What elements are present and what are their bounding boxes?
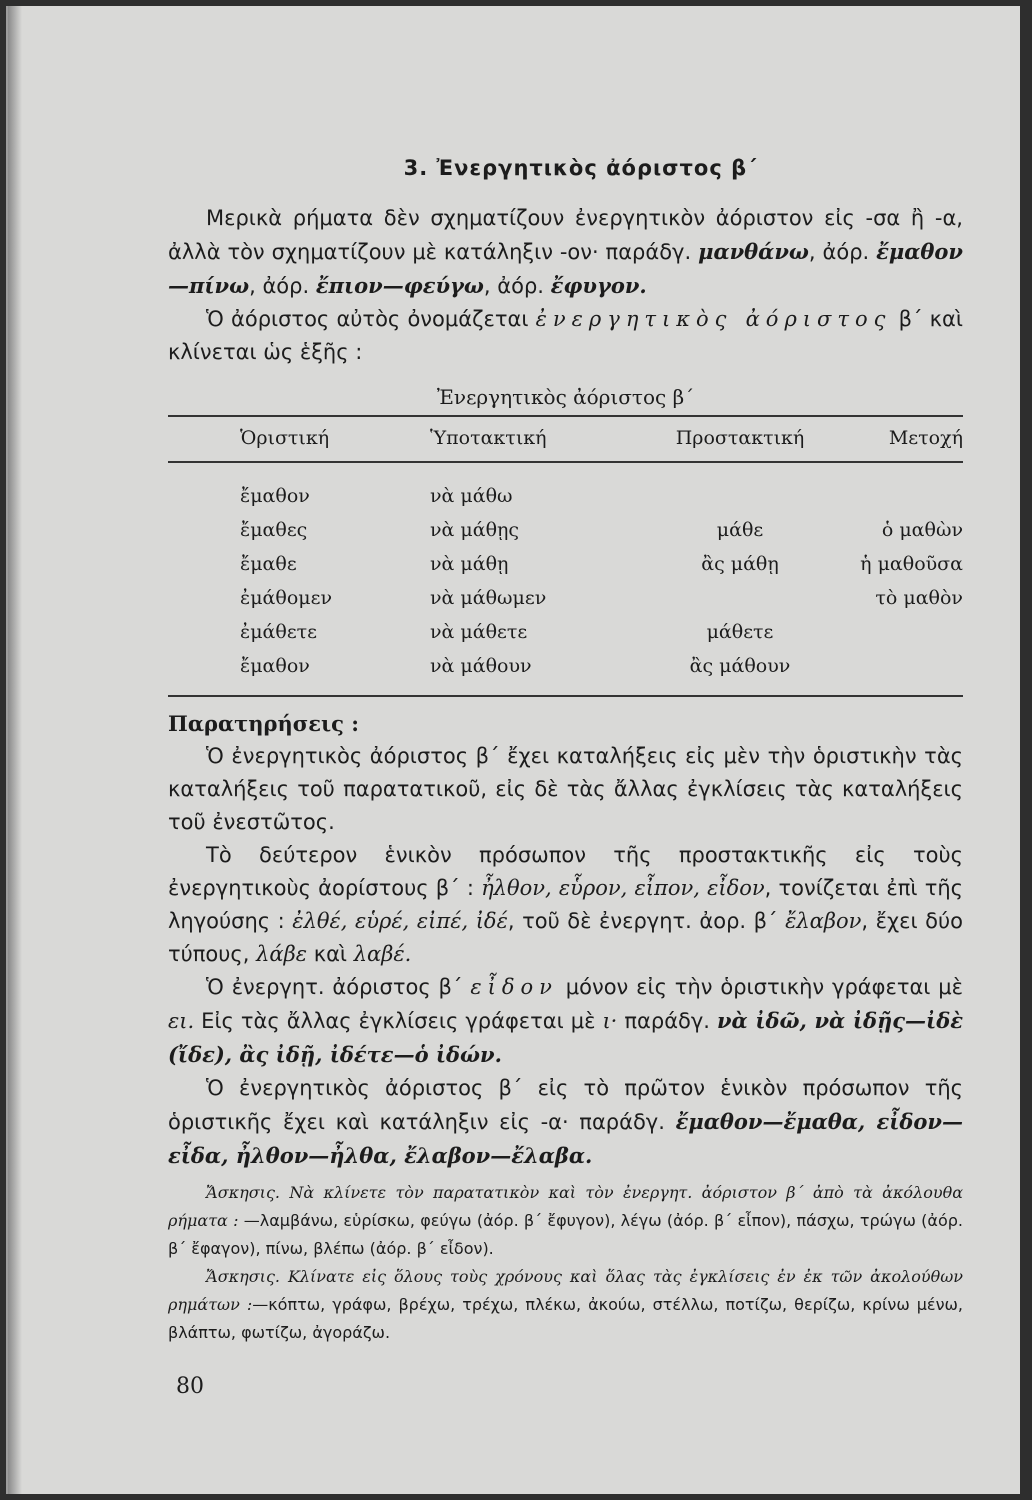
note2-text: Τὸ δεύτερον ἑνικὸν πρόσωπον τῆς προστακτικῆς εἰς τοὺς ἐνεργητικοὺς ἀορίστους β΄ : bbox=[168, 843, 963, 900]
section-title: 3. Ἐνεργητικὸς ἀόριστος β΄ bbox=[403, 156, 758, 180]
note3-example: ι· bbox=[602, 1009, 618, 1033]
cell: ἡ μαθοῦσα bbox=[860, 553, 963, 575]
note3-text: Ὁ ἐνεργητ. ἀόριστος β΄ bbox=[206, 975, 471, 999]
cell: ἂς μάθουν bbox=[689, 655, 791, 677]
intro-text-3: , ἀόρ. bbox=[249, 274, 316, 298]
exercise-2-instruction: Ἄσκησις. Κλίνατε εἰς ὅλους τοὺς χρόνους καὶ ὅλας τὰς ἐγκλίσεις ἐν ἐκ τῶν ἀκολούθων ρημάτων : bbox=[168, 1267, 963, 1314]
page-content bbox=[168, 156, 963, 1347]
exercise-1 bbox=[168, 1179, 963, 1263]
note4-text: Ὁ ἐνεργητικὸς ἀόριστος β΄ εἰς τὸ πρῶτον ἑνικὸν πρόσωπον τῆς ὁριστικῆς ἔχει καὶ κατάληξιν εἰς -α· παράδγ. bbox=[168, 1076, 963, 1134]
intro-example-4: ἔφυγον. bbox=[550, 273, 647, 298]
cell: νὰ μάθετε bbox=[430, 621, 528, 643]
note-paragraph-3 bbox=[168, 971, 963, 1072]
notes-heading: Παρατηρήσεις : bbox=[168, 711, 360, 736]
note2-example: ἦλθον, εὗρον, εἶπον, εἶδον bbox=[481, 876, 765, 900]
note-paragraph-4 bbox=[168, 1072, 963, 1173]
note3-text: παράδγ. bbox=[617, 1009, 717, 1033]
intro-example-2: ἔμαθον—πίνω bbox=[168, 239, 963, 298]
note3-text: Εἰς τὰς ἄλλας ἐγκλίσεις γράφεται μὲ bbox=[194, 1009, 603, 1033]
cell: μάθετε bbox=[706, 621, 774, 643]
note2-example: λάβε bbox=[256, 942, 308, 966]
intro-text-5: Ὁ ἀόριστος αὐτὸς ὀνομάζεται bbox=[206, 307, 536, 331]
header-metochi: Μετοχή bbox=[888, 427, 963, 449]
cell: ἔμαθες bbox=[240, 519, 308, 541]
cell: νὰ μάθῃ bbox=[430, 553, 509, 575]
cell: ἔμαθον bbox=[240, 485, 310, 507]
exercise-2 bbox=[168, 1263, 963, 1347]
intro-text-1: Μερικὰ ρήματα δὲν σχηματίζουν ἐνεργητικὸν ἀόριστον εἰς -σα ἢ -α, ἀλλὰ τὸν σχηματίζουν μὲ κατάληξιν -ον· παράδγ. bbox=[168, 206, 963, 264]
cell: νὰ μάθῃς bbox=[430, 519, 520, 541]
note2-text: καὶ bbox=[307, 942, 354, 966]
cell: ἐμάθομεν bbox=[240, 587, 332, 609]
table-row bbox=[168, 649, 963, 696]
note3-example: νὰ ἰδῶ, νὰ ἰδῇς—ἰδὲ (ἴδε), ἂς ἰδῇ, ἰδέτε—ὁ ἰδών. bbox=[168, 1008, 963, 1067]
intro-text-6: β΄ καὶ κλίνεται ὡς ἑξῆς : bbox=[168, 307, 963, 364]
page-number: 80 bbox=[176, 1374, 204, 1399]
note3-text: μόνον εἰς τὴν ὁριστικὴν γράφεται μὲ bbox=[557, 975, 963, 999]
cell: ἂς μάθῃ bbox=[701, 553, 779, 575]
cell: μάθε bbox=[716, 519, 764, 541]
cell bbox=[640, 581, 840, 615]
intro-text-2: , ἀόρ. bbox=[808, 240, 877, 264]
note-paragraph-2 bbox=[168, 839, 963, 971]
header-oristiki: Ὁριστική bbox=[240, 427, 330, 449]
note2-example: ἐλθέ, εὑρέ, εἰπέ, ἰδέ bbox=[292, 909, 508, 933]
note3-example: ει. bbox=[168, 1009, 195, 1033]
note2-text: , ἔχει δύο τύπους, bbox=[168, 909, 963, 966]
cell: ἔμαθε bbox=[240, 553, 297, 575]
cell: νὰ μάθω bbox=[430, 485, 513, 507]
note-paragraph-1: Ὁ ἐνεργητικὸς ἀόριστος β΄ ἔχει καταλήξεις εἰς μὲν τὴν ὁριστικὴν τὰς καταλήξεις τοῦ παρατατικοῦ, εἰς δὲ τὰς ἄλλας ἐγκλίσεις τὰς καταλήξεις τοῦ ἐνεστῶτος. bbox=[168, 744, 963, 834]
note2-example: ἔλαβον bbox=[785, 909, 862, 933]
intro-text-4: , ἀόρ. bbox=[483, 274, 551, 298]
exercise-1-instruction: Ἄσκησις. Νὰ κλίνετε τὸν παρατατικὸν καὶ τὸν ἐνεργητ. ἀόριστον β΄ ἀπὸ τὰ ἀκόλουθα ρήματα : bbox=[168, 1183, 963, 1230]
cell: τὸ μαθὸν bbox=[875, 587, 963, 609]
note3-spaced-term: εἶδον bbox=[470, 975, 558, 999]
table-row bbox=[168, 547, 963, 581]
table-caption: Ἐνεργητικὸς ἀόριστος β΄ bbox=[436, 385, 695, 409]
conjugation-table bbox=[168, 415, 963, 697]
note2-example: λαβέ. bbox=[353, 942, 412, 966]
note2-text: , τοῦ δὲ ἐνεργητ. ἀορ. β΄ bbox=[507, 909, 786, 933]
intro-example-3: ἔπιον—φεύγω bbox=[315, 273, 484, 298]
cell: ἔμαθον bbox=[240, 655, 310, 677]
cell: ὁ μαθὼν bbox=[881, 519, 963, 541]
cell bbox=[640, 462, 840, 513]
exercise-2-verbs: —κόπτω, γράφω, βρέχω, τρέχω, πλέκω, ἀκούω, στέλλω, ποτίζω, θερίζω, κρίνω μένω, βλάπτω, φωτίζω, ἀγοράζω. bbox=[168, 1295, 963, 1342]
intro-example-1: μανθάνω bbox=[698, 239, 809, 264]
intro-paragraph bbox=[168, 202, 963, 303]
table-row bbox=[168, 462, 963, 513]
table-header-row bbox=[168, 416, 963, 462]
cell: ἐμάθετε bbox=[240, 621, 318, 643]
cell: νὰ μάθωμεν bbox=[430, 587, 547, 609]
exercise-1-verbs: —λαμβάνω, εὑρίσκω, φεύγω (ἀόρ. β΄ ἔφυγον), λέγω (ἀόρ. β΄ εἶπον), πάσχω, τρώγω (ἀόρ. β΄ ἔφαγον), πίνω, βλέπω (ἀόρ. β΄ εἶδον). bbox=[168, 1211, 963, 1258]
table-row bbox=[168, 513, 963, 547]
cell bbox=[840, 462, 963, 513]
intro-paragraph-2 bbox=[168, 303, 963, 369]
table-row bbox=[168, 581, 963, 615]
intro-spaced-term: ἐνεργητικὸς ἀόριστος bbox=[535, 307, 892, 331]
book-page bbox=[6, 6, 1020, 1494]
page-edge-shadow bbox=[8, 6, 22, 1494]
note4-example: ἔμαθον—ἔμαθα, εἶδον—εἶδα, ἦλθον—ἦλθα, ἔλαβον—ἔλαβα. bbox=[168, 1109, 964, 1168]
header-ypotaktiki: Ὑποτακτική bbox=[430, 427, 547, 449]
note2-text: , τονίζεται ἐπὶ τῆς ληγούσης : bbox=[168, 876, 963, 933]
table-row bbox=[168, 615, 963, 649]
header-prostaktiki: Προστακτική bbox=[675, 427, 805, 449]
cell bbox=[840, 615, 963, 649]
cell bbox=[840, 649, 963, 696]
cell: νὰ μάθουν bbox=[430, 655, 532, 677]
